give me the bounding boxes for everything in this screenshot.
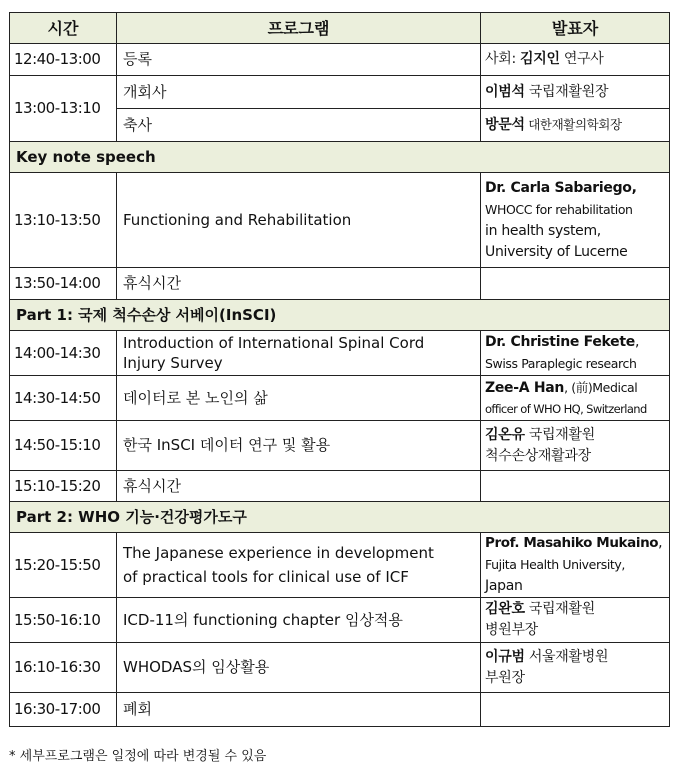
speaker-cell <box>481 693 670 727</box>
section-title: Key note speech <box>10 142 670 173</box>
speaker-affiliation: Swiss Paraplegic research <box>485 355 637 371</box>
speaker-cell <box>481 109 670 142</box>
speaker-title: 국립재활원 <box>524 601 595 617</box>
program-cell: WHODAS의 임상활용 <box>117 643 481 693</box>
speaker-cell <box>481 421 670 471</box>
program-line: Injury Survey <box>123 354 223 372</box>
table-row <box>10 173 670 268</box>
speaker-affiliation: Japan <box>485 578 523 594</box>
speaker-cell <box>481 173 670 268</box>
program-cell: 데이터로 본 노인의 삶 <box>117 376 481 421</box>
table-row <box>10 44 670 76</box>
time-cell: 16:10-16:30 <box>10 643 117 693</box>
header-row <box>10 13 670 44</box>
program-cell: 휴식시간 <box>117 268 481 300</box>
speaker-name: 김지인 <box>520 51 560 67</box>
section-row <box>10 502 670 533</box>
time-cell: 14:30-14:50 <box>10 376 117 421</box>
table-row <box>10 76 670 109</box>
program-line: The Japanese experience in development <box>123 544 434 562</box>
program-cell: 휴식시간 <box>117 471 481 502</box>
time-cell: 15:50-16:10 <box>10 598 117 643</box>
section-title: Part 2: WHO 기능·건강평가도구 <box>10 502 670 533</box>
header-program: 프로그램 <box>117 13 481 44</box>
speaker-name: Dr. Christine Fekete <box>485 333 635 350</box>
speaker-cell <box>481 376 670 421</box>
speaker-cell <box>481 598 670 643</box>
speaker-cell <box>481 643 670 693</box>
time-cell: 15:10-15:20 <box>10 471 117 502</box>
speaker-cell <box>481 331 670 376</box>
program-cell: 등록 <box>117 44 481 76</box>
header-time: 시간 <box>10 13 117 44</box>
speaker-title: , (前)Medical <box>564 379 638 395</box>
speaker-cell <box>481 533 670 598</box>
speaker-affiliation: officer of WHO HQ, Switzerland <box>485 401 647 416</box>
speaker-title: , <box>634 333 640 350</box>
program-cell: 한국 InSCI 데이터 연구 및 활용 <box>117 421 481 471</box>
speaker-title: 연구사 <box>559 51 604 67</box>
section-row <box>10 300 670 331</box>
time-cell: 13:10-13:50 <box>10 173 117 268</box>
speaker-title: 국립재활원장 <box>524 83 609 100</box>
table-row <box>10 598 670 643</box>
table-row <box>10 331 670 376</box>
speaker-affiliation: University of Lucerne <box>485 243 628 260</box>
table-row <box>10 533 670 598</box>
speaker-affiliation: 부원장 <box>485 669 525 686</box>
program-cell <box>117 533 481 598</box>
speaker-affiliation: 병원부장 <box>485 622 538 638</box>
program-line: Introduction of International Spinal Cord <box>123 334 425 352</box>
speaker-title: , <box>658 535 663 551</box>
speaker-affiliation: 척수손상재활과장 <box>485 447 591 464</box>
table-row <box>10 643 670 693</box>
speaker-name: 이규범 <box>485 648 525 665</box>
speaker-affiliation: Fujita Health University, <box>485 557 625 572</box>
program-cell: ICD-11의 functioning chapter 임상적용 <box>117 598 481 643</box>
speaker-title: 대한재활의학회장 <box>524 117 622 132</box>
program-schedule-table <box>9 12 670 727</box>
speaker-name: 김완호 <box>485 601 525 617</box>
speaker-cell <box>481 76 670 109</box>
time-cell: 14:50-15:10 <box>10 421 117 471</box>
speaker-affiliation: in health system, <box>485 222 601 239</box>
speaker-cell <box>481 44 670 76</box>
speaker-name: Dr. Carla Sabariego, <box>485 179 637 196</box>
speaker-name: 이범석 <box>485 83 525 100</box>
program-cell: 폐회 <box>117 693 481 727</box>
speaker-title: 서울재활병원 <box>524 648 609 665</box>
speaker-name: Prof. Masahiko Mukaino <box>485 535 659 551</box>
time-cell: 16:30-17:00 <box>10 693 117 727</box>
speaker-affiliation: WHOCC for rehabilitation <box>485 201 633 217</box>
time-cell: 14:00-14:30 <box>10 331 117 376</box>
program-cell <box>117 331 481 376</box>
table-row <box>10 376 670 421</box>
table-row <box>10 421 670 471</box>
speaker-cell <box>481 471 670 502</box>
section-title: Part 1: 국제 척수손상 서베이(InSCI) <box>10 300 670 331</box>
speaker-title: 국립재활원 <box>524 426 595 443</box>
time-cell: 12:40-13:00 <box>10 44 117 76</box>
table-row <box>10 471 670 502</box>
time-cell: 13:50-14:00 <box>10 268 117 300</box>
speaker-name: 방문석 <box>485 117 525 133</box>
speaker-role: 사회: <box>485 51 521 67</box>
program-cell: 축사 <box>117 109 481 142</box>
speaker-name: 김온유 <box>485 426 525 443</box>
footnote: * 세부프로그램은 일정에 따라 변경될 수 있음 <box>9 749 267 764</box>
time-cell: 15:20-15:50 <box>10 533 117 598</box>
speaker-name: Zee-A Han <box>485 379 565 396</box>
table-row <box>10 693 670 727</box>
table-row <box>10 268 670 300</box>
program-cell: Functioning and Rehabilitation <box>117 173 481 268</box>
program-cell: 개회사 <box>117 76 481 109</box>
speaker-cell <box>481 268 670 300</box>
header-speaker: 발표자 <box>481 13 670 44</box>
program-line: of practical tools for clinical use of ICF <box>123 568 409 586</box>
time-cell: 13:00-13:10 <box>10 76 117 142</box>
section-row <box>10 142 670 173</box>
